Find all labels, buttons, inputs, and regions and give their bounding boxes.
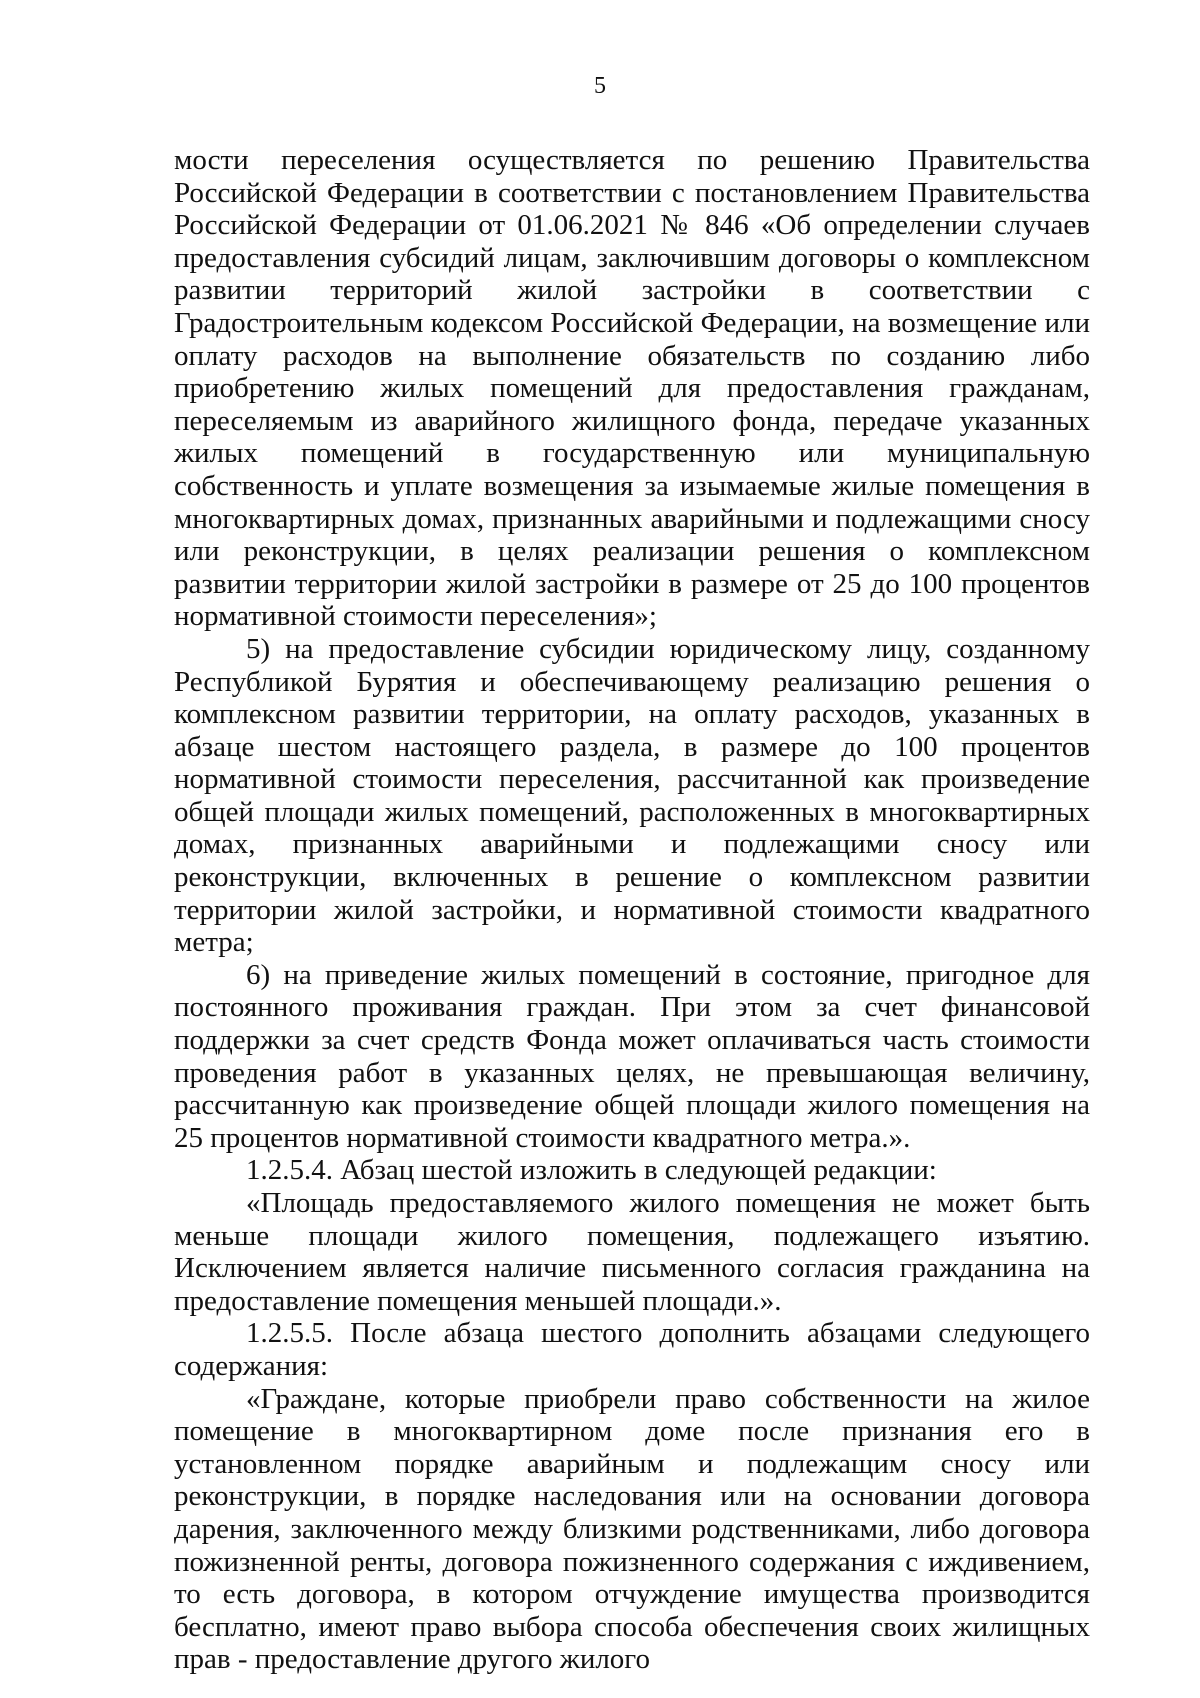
page-number: 5: [594, 73, 606, 99]
paragraph-quote-area: «Площадь предоставляемого жилого помещения не может быть меньше площади жилого помещения, подлежащего изъятию. Исключением является наличие письменного согласия гражданина на предоставление помещения меньшей площади.».: [174, 1187, 1090, 1317]
document-body: [174, 144, 1090, 1676]
paragraph-item-5: 5) на предоставление субсидии юридическому лицу, созданному Республикой Бурятия и обеспечивающему реализацию решения о комплексном развитии территории, на оплату расходов, указанных в абзаце шестом настоящего раздела, в размере до 100 процентов нормативной стоимости переселения, рассчитанной как произведение общей площади жилых помещений, расположенных в многоквартирных домах, признанных аварийными и подлежащими сносу или реконструкции, включенных в решение о комплексном развитии территории жилой застройки, и нормативной стоимости квадратного метра;: [174, 632, 1090, 959]
paragraph-1-2-5-5: 1.2.5.5. После абзаца шестого дополнить абзацами следующего содержания:: [174, 1317, 1090, 1382]
paragraph-1-2-5-4: 1.2.5.4. Абзац шестой изложить в следующей редакции:: [246, 1154, 937, 1187]
paragraph-continuation: мости переселения осуществляется по решению Правительства Российской Федерации в соответствии с постановлением Правительства Российской Федерации от 01.06.2021 № 846 «Об определении случаев предоставления субсидий лицам, заключившим договоры о комплексном развитии территорий жилой застройки в соответствии с Градостроительным кодексом Российской Федерации, на возмещение или оплату расходов на выполнение обязательств по созданию либо приобретению жилых помещений для предоставления гражданам, переселяемым из аварийного жилищного фонда, передаче указанных жилых помещений в государственную или муниципальную собственность и уплате возмещения за изымаемые жилые помещения в многоквартирных домах, признанных аварийными и подлежащими сносу или реконструкции, в целях реализации решения о комплексном развитии территории жилой застройки в размере от 25 до 100 процентов нормативной стоимости переселения»;: [174, 144, 1090, 633]
paragraph-quote-citizens: «Граждане, которые приобрели право собственности на жилое помещение в многоквартирном доме после признания его в установленном порядке аварийным и подлежащим сносу или реконструкции, в порядке наследования или на основании договора дарения, заключенного между близкими родственниками, либо договора пожизненной ренты, договора пожизненного содержания с иждивением, то есть договора, в котором отчуждение имущества производится бесплатно, имеют право выбора способа обеспечения своих жилищных прав - предоставление другого жилого: [174, 1382, 1090, 1676]
paragraph-item-6: 6) на приведение жилых помещений в состояние, пригодное для постоянного проживания граждан. При этом за счет финансовой поддержки за счет средств Фонда может оплачиваться часть стоимости проведения работ в указанных целях, не превышающая величину, рассчитанную как произведение общей площади жилого помещения на 25 процентов нормативной стоимости квадратного метра.».: [174, 958, 1090, 1154]
